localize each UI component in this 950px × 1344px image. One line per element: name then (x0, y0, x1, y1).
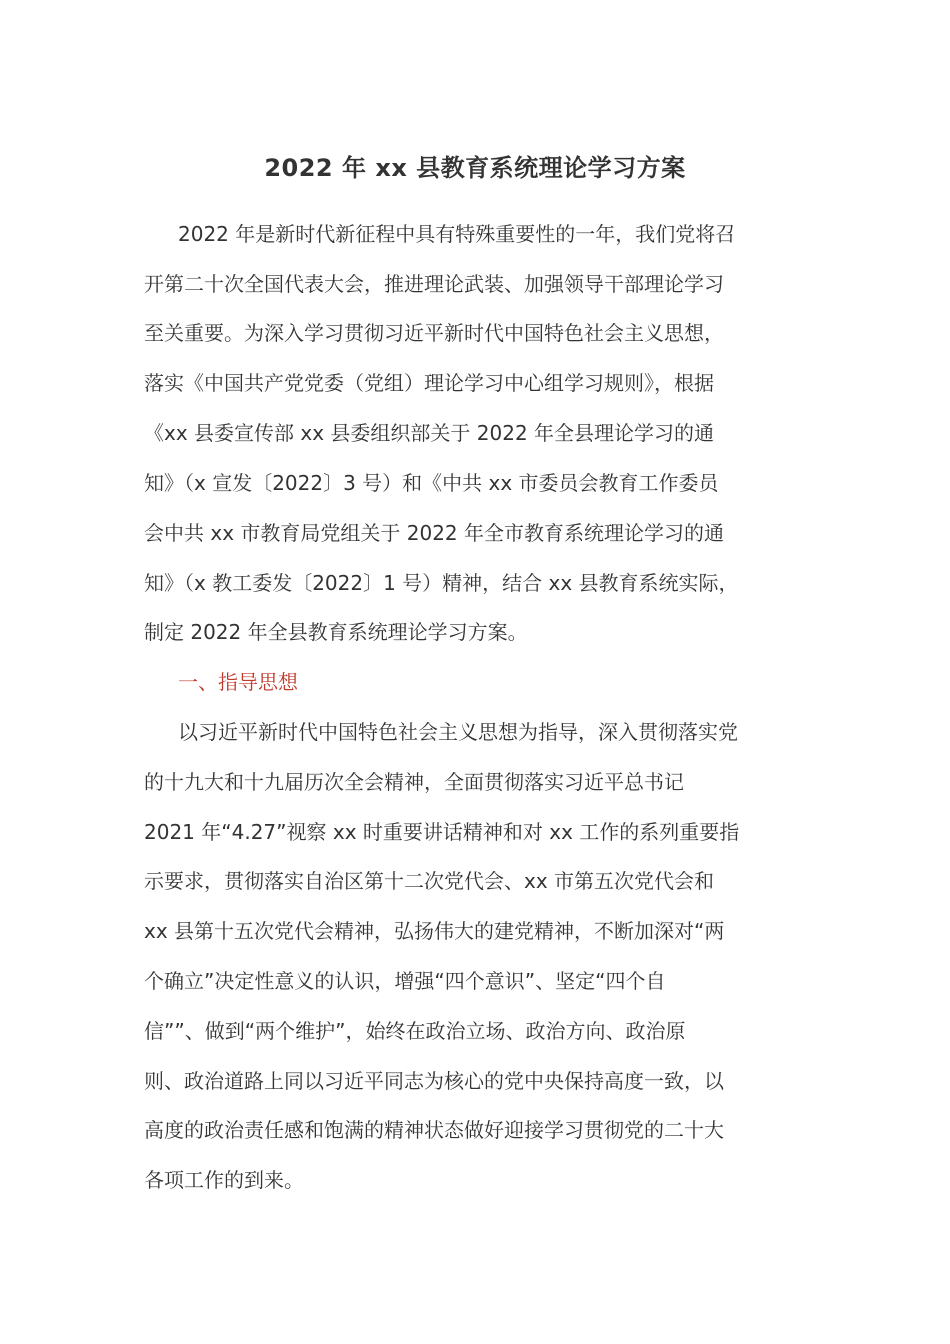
paragraph-line: 高度的政治责任感和饱满的精神状态做好迎接学习贯彻党的二十大 (144, 1118, 724, 1142)
paragraph-line: 各项工作的到来。 (144, 1168, 304, 1192)
paragraph-line: 的十九大和十九届历次全会精神，全面贯彻落实习近平总书记 (144, 770, 684, 794)
section-heading-guiding-ideology: 一、指导思想 (178, 670, 298, 694)
paragraph-line: 信””、做到“两个维护”，始终在政治立场、政治方向、政治原 (144, 1019, 686, 1043)
paragraph-line: 示要求，贯彻落实自治区第十二次党代会、xx 市第五次党代会和 (144, 869, 715, 893)
paragraph-line: 会中共 xx 市教育局党组关于 2022 年全市教育系统理论学习的通 (144, 521, 724, 545)
paragraph-line: 知》（x 宣发〔2022〕3 号）和《中共 xx 市委员会教育工作委员 (144, 471, 719, 495)
paragraph-line: 知》（x 教工委发〔2022〕1 号）精神，结合 xx 县教育系统实际， (144, 571, 739, 595)
paragraph-line: 至关重要。为深入学习贯彻习近平新时代中国特色社会主义思想， (144, 321, 724, 345)
paragraph-line: xx 县第十五次党代会精神，弘扬伟大的建党精神，不断加深对“两 (144, 919, 725, 943)
document-title: 2022 年 xx 县教育系统理论学习方案 (264, 154, 686, 182)
paragraph-line: 落实《中国共产党党委（党组）理论学习中心组学习规则》，根据 (144, 371, 714, 395)
paragraph-line: 以习近平新时代中国特色社会主义思想为指导，深入贯彻落实党 (178, 720, 738, 744)
paragraph-line: 个确立”决定性意义的认识，增强“四个意识”、坚定“四个自 (144, 969, 666, 993)
paragraph-line: 开第二十次全国代表大会，推进理论武装、加强领导干部理论学习 (144, 272, 724, 296)
paragraph-line: 则、政治道路上同以习近平同志为核心的党中央保持高度一致，以 (144, 1069, 724, 1093)
paragraph-line: 制定 2022 年全县教育系统理论学习方案。 (144, 620, 528, 644)
paragraph-line: 2022 年是新时代新征程中具有特殊重要性的一年，我们党将召 (178, 222, 736, 246)
paragraph-line: 2021 年“4.27”视察 xx 时重要讲话精神和对 xx 工作的系列重要指 (144, 820, 740, 844)
paragraph-line: 《xx 县委宣传部 xx 县委组织部关于 2022 年全县理论学习的通 (144, 421, 715, 445)
